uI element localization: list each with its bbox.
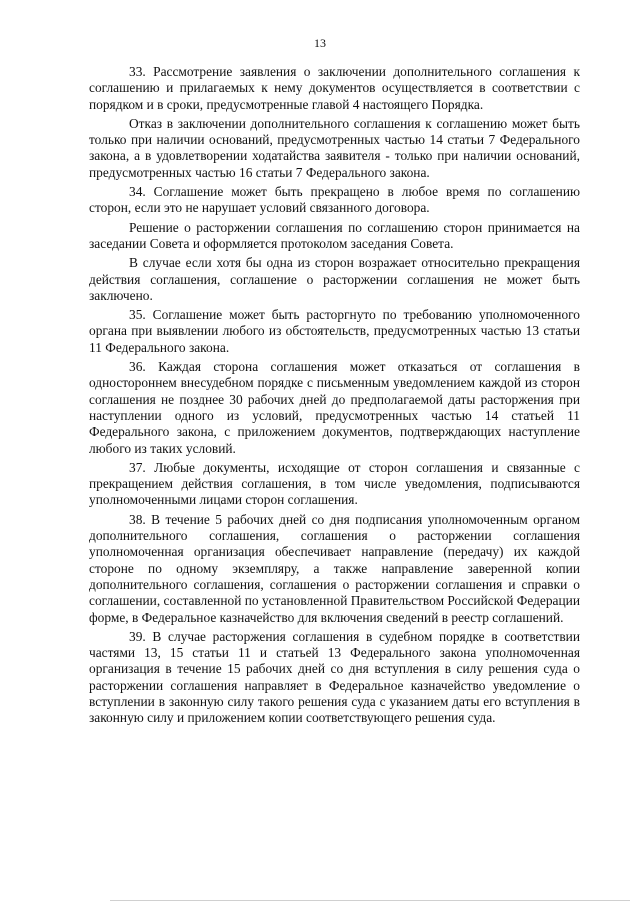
page-number: 13 <box>314 36 326 50</box>
document-body <box>89 64 580 730</box>
paragraph-34-objection: В случае если хотя бы одна из сторон возражает относительно прекращения действия соглашения, соглашение о расторжении соглашения не может быть заключено. <box>89 255 580 303</box>
paragraph-35: 35. Соглашение может быть расторгнуто по требованию уполномоченного органа при выявлении любого из обстоятельств, предусмотренных частью 13 статьи 11 Федерального закона. <box>89 307 580 355</box>
paragraph-33: 33. Рассмотрение заявления о заключении дополнительного соглашения к соглашению и прилагаемых к нему документов осуществляется в соответствии с порядком и в сроки, предусмотренные главой 4 настоящего Порядка. <box>89 64 580 112</box>
paragraph-34-decision: Решение о расторжении соглашения по соглашению сторон принимается на заседании Совета и оформляется протоколом заседания Совета. <box>89 219 580 251</box>
paragraph-34: 34. Соглашение может быть прекращено в любое время по соглашению сторон, если это не нарушает условий связанного договора. <box>89 184 580 216</box>
paragraph-38: 38. В течение 5 рабочих дней со дня подписания уполномоченным органом дополнительного соглашения, соглашения о расторжении соглашения уполномоченная организация обеспечивает направление (передачу) их каждой стороне по одному экземпляру, а также направление заверенной копии дополнительного соглашения, соглашения о расторжении соглашения и справки о соглашении, составленной по установленной Правительством Российской Федерации форме, в Федеральное казначейство для включения сведений в реестр соглашений. <box>89 511 580 625</box>
paragraph-36: 36. Каждая сторона соглашения может отказаться от соглашения в одностороннем внесудебном порядке с письменным уведомлением каждой из сторон соглашения не позднее 30 рабочих дней до предполагаемой даты расторжения при наступлении одного из условий, предусмотренных частью 14 статьей 11 Федерального закона, с приложением документов, подтверждающих наступление любого из таких условий. <box>89 359 580 456</box>
paragraph-37: 37. Любые документы, исходящие от сторон соглашения и связанные с прекращением действия соглашения, в том числе уведомления, подписываются уполномоченными лицами сторон соглашения. <box>89 459 580 508</box>
bottom-divider <box>110 900 630 901</box>
paragraph-33-refusal: Отказ в заключении дополнительного соглашения к соглашению может быть только при наличии оснований, предусмотренных частью 14 статьи 7 Федерального закона, а в удовлетворении ходатайства заявителя - только при наличии оснований, предусмотренных частью 16 статьи 7 Федерального закона. <box>89 115 580 180</box>
paragraph-39: 39. В случае расторжения соглашения в судебном порядке в соответствии частями 13, 15 статьи 11 и статьей 13 Федерального закона уполномоченная организация в течение 15 рабочих дней со дня вступления в силу решения суда о расторжении соглашения направляет в Федеральное казначейство уведомление о вступлении в законную силу такого решения суда с указанием даты его вступления в законную силу и приложением копии соответствующего решения суда. <box>89 628 580 726</box>
